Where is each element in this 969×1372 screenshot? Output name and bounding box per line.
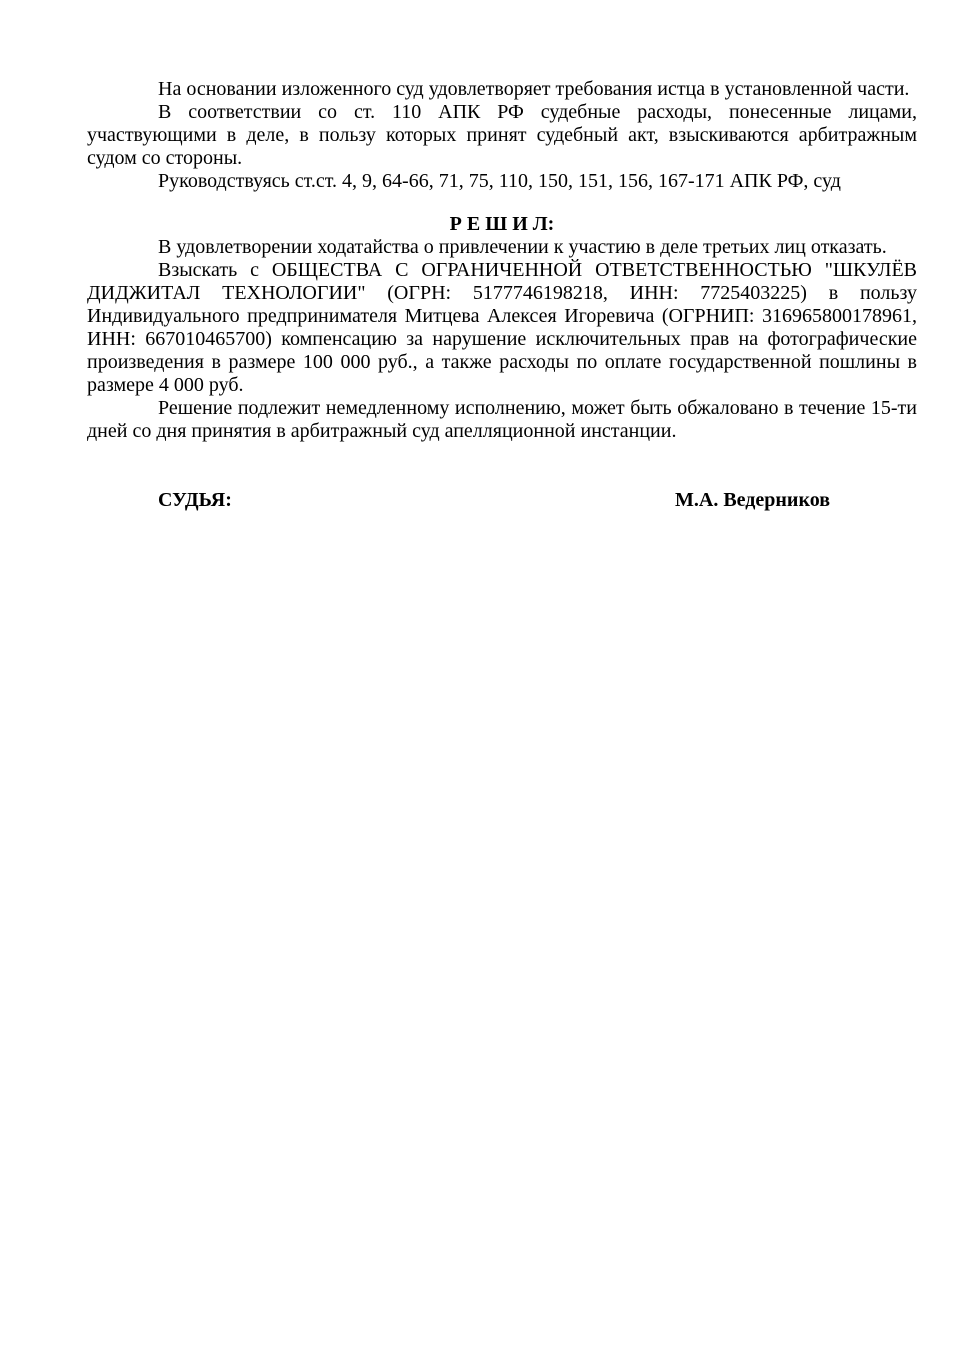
text-line: Р Е Ш И Л: [449, 213, 555, 235]
paragraph [87, 78, 917, 101]
text-line: произведения в размере 100 000 руб., а также расходы по оплате государственной пошлины в [87, 351, 917, 373]
signature-block [87, 489, 917, 512]
paragraph [87, 397, 917, 443]
text-line: дней со дня принятия в арбитражный суд апелляционной инстанции. [87, 420, 677, 442]
text-line: Взыскать с ОБЩЕСТВА С ОГРАНИЧЕННОЙ ОТВЕТСТВЕННОСТЬЮ "ШКУЛЁВ [158, 259, 917, 281]
text-line: В удовлетворении ходатайства о привлечении к участию в деле третьих лиц отказать. [158, 236, 887, 258]
judge-label: СУДЬЯ: [158, 489, 232, 511]
document-page-content [87, 78, 917, 512]
text-line: размере 4 000 руб. [87, 374, 244, 396]
text-line: судом со стороны. [87, 147, 243, 169]
document-body [87, 78, 917, 443]
text-line: Индивидуального предпринимателя Митцева Алексея Игоревича (ОГРНИП: 316965800178961, [87, 305, 917, 327]
text-line: ИНН: 667010465700) компенсацию за нарушение исключительных прав на фотографические [87, 328, 917, 350]
paragraph [87, 236, 917, 259]
text-line: На основании изложенного суд удовлетворяет требования истца в установленной части. [158, 78, 910, 100]
paragraph [87, 101, 917, 170]
paragraph [87, 259, 917, 397]
text-line: Руководствуясь ст.ст. 4, 9, 64-66, 71, 75, 110, 150, 151, 156, 167-171 АПК РФ, суд [158, 170, 841, 192]
text-line: Решение подлежит немедленному исполнению, может быть обжаловано в течение 15-ти [158, 397, 917, 419]
judge-name: М.А. Ведерников [675, 489, 830, 511]
text-line: ДИДЖИТАЛ ТЕХНОЛОГИИ" (ОГРН: 5177746198218, ИНН: 7725403225) в пользу [87, 282, 917, 304]
text-line: В соответствии со ст. 110 АПК РФ судебные расходы, понесенные лицами, [158, 101, 917, 123]
decision-heading [87, 213, 917, 236]
text-line: участвующими в деле, в пользу которых принят судебный акт, взыскиваются арбитражным [87, 124, 917, 146]
paragraph [87, 170, 917, 193]
